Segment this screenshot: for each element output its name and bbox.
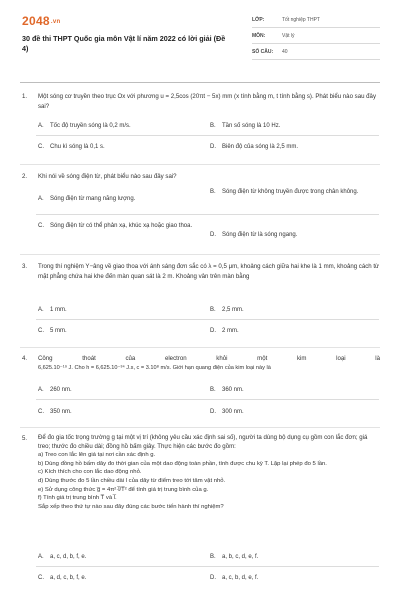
option-rule [36, 566, 379, 567]
option-letter: B. [210, 123, 216, 130]
meta-label: MÔN: [252, 32, 266, 39]
stem-word: kim [296, 355, 307, 362]
option-letter: C. [38, 223, 44, 230]
option-b[interactable] [210, 306, 244, 315]
option-letter: C. [38, 144, 44, 151]
question-text: Để đo gia tốc trọng trường g tại một vị trí (không yêu cầu xác định sai số), người ta dùng bộ dụng cụ gồm con lắc đơn; giá treo; thước đo chiều dài; đồng hồ bấm giây. Thực hiện các bước đo gồm: [38, 434, 368, 450]
question-separator [20, 254, 380, 255]
option-a[interactable] [38, 553, 86, 562]
step-b: b) Dùng đồng hồ bấm dây đo thời gian của một dao động toàn phần, tính được chu kỳ T. Lặp lại phép đo 5 lần. [38, 460, 327, 467]
question-4 [22, 354, 380, 373]
question-stem [22, 262, 380, 282]
option-letter: B. [210, 189, 216, 196]
option-text: 360 nm. [222, 387, 244, 393]
question-text: Trong thí nghiệm Y−âng về giao thoa với ánh sáng đơn sắc có λ = 0,5 μm, khoảng cách giữa hai khe là 1 mm, khoảng cách từ mặt phẳng chứa hai khe đến màn quan sát là 2 m. Khoảng vân trên màn bằng [38, 263, 380, 280]
option-b[interactable] [210, 122, 280, 131]
meta-row-count [252, 44, 380, 60]
question-5 [22, 434, 380, 511]
option-c[interactable] [38, 143, 105, 152]
option-d[interactable] [210, 231, 297, 240]
option-text: 5 mm. [50, 328, 67, 334]
stem-word: Công [38, 355, 53, 362]
option-text: Chu kì sóng là 0,1 s. [50, 144, 105, 150]
option-text: 2 mm. [222, 328, 239, 334]
option-letter: D. [210, 575, 216, 582]
option-a[interactable] [38, 386, 72, 395]
option-text: 2,5 mm. [222, 307, 244, 313]
option-letter: A. [38, 123, 44, 130]
question-number: 3. [22, 263, 28, 270]
meta-label: SỐ CÂU: [252, 48, 274, 55]
option-text: Biên độ của sóng là 2,5 mm. [222, 144, 299, 150]
question-text [38, 354, 380, 364]
header-divider [20, 82, 380, 83]
option-rule [36, 135, 379, 136]
option-text: 350 nm. [50, 409, 72, 415]
stem-word: electron [164, 355, 187, 362]
option-c[interactable] [38, 222, 198, 231]
option-rule [36, 214, 379, 215]
question-stem [22, 92, 380, 112]
question-stem [22, 354, 380, 364]
option-c[interactable] [38, 408, 72, 417]
document-header [0, 0, 400, 76]
option-letter: C. [38, 409, 44, 416]
question-stem [22, 172, 380, 182]
option-rule [36, 399, 379, 400]
question-3 [22, 262, 380, 282]
option-text: Sóng điện từ có thể phản xạ, khúc xạ hoặc giao thoa. [50, 223, 193, 229]
question-2 [22, 172, 380, 182]
question-number: 2. [22, 173, 28, 180]
option-letter: A. [38, 554, 44, 561]
stem-word: một [257, 355, 268, 362]
meta-row-class [252, 12, 380, 28]
option-letter: C. [38, 575, 44, 582]
option-text: Sóng điện từ là sóng ngang. [222, 232, 298, 238]
option-b[interactable] [210, 386, 244, 395]
document-title: 30 đề thi THPT Quốc gia môn Vật lí năm 2022 có lời giải (Đề 4) [22, 34, 226, 53]
stem-word: của [125, 355, 136, 362]
stem-word: thoát [82, 355, 96, 362]
option-text: 1 mm. [50, 307, 67, 313]
step-c: c) Kích thích cho con lắc dao động nhỏ. [38, 469, 142, 476]
question-number: 4. [22, 355, 28, 362]
meta-table [252, 12, 380, 60]
stem-word: khỏi [216, 355, 228, 362]
option-text: a, c, d, b, f, e. [50, 554, 87, 560]
option-rule [36, 319, 379, 320]
stem-word: loại [336, 355, 346, 362]
question-separator [20, 164, 380, 165]
option-text: 260 nm. [50, 387, 72, 393]
option-text: Tần số sóng là 10 Hz. [222, 123, 281, 129]
question-text: Một sóng cơ truyền theo trục Ox với phương u = 2,5cos (20πt − 5x) mm (x tính bằng m, t tính bằng s). Phát biểu nào sau đây sai? [38, 93, 376, 110]
question-text: Khi nói về sóng điện từ, phát biểu nào sau đây sai? [38, 173, 177, 180]
option-text: a, b, c, d, e, f. [222, 554, 259, 560]
step-e: e) Sử dụng công thức g̅ = 4π²·l̅/T̅² để tính giá trị trung bình của g. [38, 486, 209, 493]
option-c[interactable] [38, 574, 86, 583]
question-separator [20, 427, 380, 428]
option-text: Sóng điện từ không truyền được trong chân không. [222, 189, 359, 195]
meta-value: 40 [282, 48, 288, 55]
option-letter: B. [210, 387, 216, 394]
step-question: Sắp xếp theo thứ tự nào sau đây đúng các bước tiến hành thí nghiệm? [38, 503, 224, 510]
logo-text: 2048 [22, 14, 50, 28]
option-text: Sóng điện từ mang năng lượng. [50, 196, 136, 202]
option-letter: C. [38, 328, 44, 335]
option-b[interactable] [210, 188, 370, 197]
question-number: 5. [22, 435, 28, 442]
option-d[interactable] [210, 143, 298, 152]
question-1 [22, 92, 380, 112]
site-logo[interactable] [22, 14, 60, 28]
option-a[interactable] [38, 195, 135, 204]
option-letter: D. [210, 232, 216, 239]
option-text: a, d, c, b, f, e. [50, 575, 87, 581]
option-d[interactable] [210, 574, 258, 583]
option-letter: A. [38, 196, 44, 203]
question-stem [22, 434, 380, 451]
step-f: f) Tính giá trị trung bình T̅ và l̅. [38, 495, 117, 502]
option-letter: A. [38, 387, 44, 394]
question-number: 1. [22, 93, 28, 100]
stem-word: là [375, 355, 380, 362]
option-text: a, c, b, d, e, f. [222, 575, 259, 581]
step-a: a) Treo con lắc lên giá tại nơi cần xác định g. [38, 452, 156, 459]
option-letter: B. [210, 307, 216, 314]
logo-suffix: .vn [50, 18, 61, 25]
step-d: d) Dùng thước đo 5 lần chiều dài l của dây từ điểm treo tới tâm vật nhỏ. [38, 477, 226, 484]
option-text: 300 nm. [222, 409, 244, 415]
option-letter: B. [210, 554, 216, 561]
meta-value: Vật lý [282, 32, 295, 39]
option-d[interactable] [210, 327, 239, 336]
option-c[interactable] [38, 327, 67, 336]
meta-row-subject [252, 28, 380, 44]
option-b[interactable] [210, 553, 258, 562]
option-d[interactable] [210, 408, 244, 417]
option-a[interactable] [38, 122, 131, 131]
option-a[interactable] [38, 306, 67, 315]
option-letter: D. [210, 144, 216, 151]
question-separator [20, 347, 380, 348]
option-letter: A. [38, 307, 44, 314]
meta-value: Tốt nghiệp THPT [282, 16, 320, 23]
option-letter: D. [210, 328, 216, 335]
question-text-line2: 6,625.10⁻¹⁹ J. Cho h = 6,625.10⁻³⁴ J.s, c = 3.10⁸ m/s. Giới hạn quang điện của kim loại này là [38, 365, 271, 371]
option-letter: D. [210, 409, 216, 416]
meta-label: LỚP: [252, 16, 265, 23]
procedure-steps [22, 451, 380, 511]
option-text: Tốc độ truyền sóng là 0,2 m/s. [50, 123, 131, 129]
